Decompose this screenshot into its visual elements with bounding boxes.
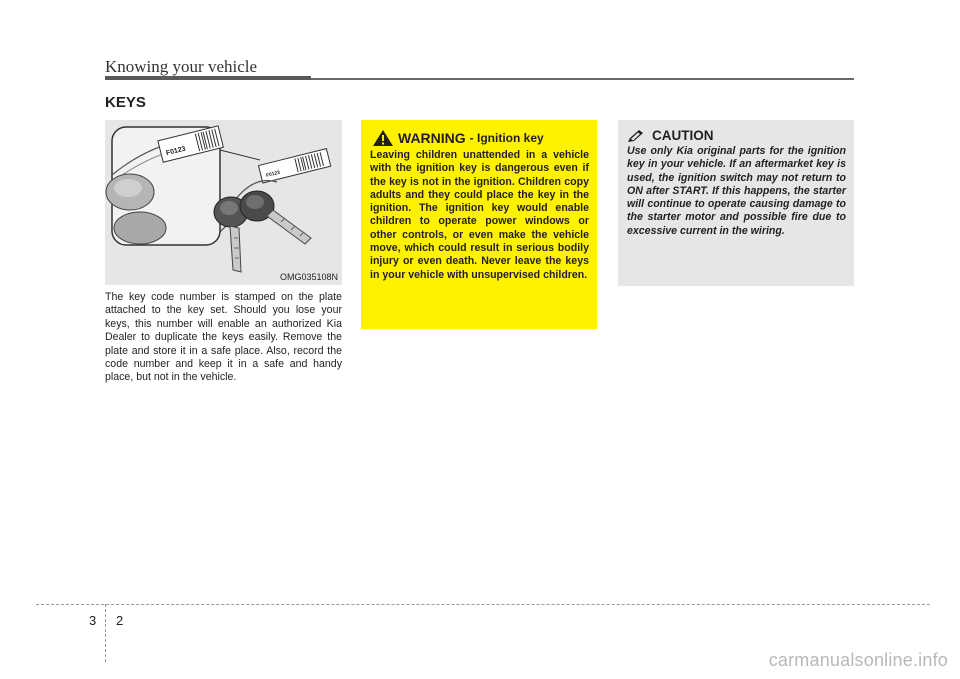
key-illustration-svg — [105, 120, 342, 285]
warning-header — [370, 129, 589, 147]
caution-box — [618, 120, 854, 286]
key-set-illustration — [105, 120, 342, 285]
header-title: Knowing your vehicle — [105, 57, 258, 76]
figure-code: OMG035108N — [279, 272, 338, 282]
caution-header — [627, 128, 846, 143]
footer-divider-vertical — [105, 604, 106, 662]
inset-key-fob-2 — [114, 212, 166, 244]
inset-tag-code: F0123 — [165, 145, 187, 158]
main-key-tag — [258, 149, 330, 183]
warning-subtitle: - Ignition key — [469, 131, 544, 145]
caution-pencil-icon — [627, 129, 645, 143]
warning-triangle-icon — [372, 129, 394, 147]
page-number: 2 — [116, 613, 124, 628]
header-rule-thick — [105, 76, 311, 80]
footer-divider-horizontal — [36, 604, 930, 605]
warning-text: Leaving children unattended in a vehicle with the ignition key is dangerous even if the key is not in the ignition. Children copy adults and they could place the key in the ignition. The ignition key would enable children to operate power windows or other controls, or even make the vehicle move, which could result in serious bodily injury or even death. Never leave the keys in your vehicle with unsupervised children. — [370, 149, 589, 281]
caution-text: Use only Kia original parts for the ignition key in your vehicle. If an aftermarket key is used, the ignition switch may not return to ON after START. If this happens, the starter will continue to operate causing damage to the starter motor and possible fire due to excessive current in the wiring. — [627, 145, 846, 237]
key-code-paragraph: The key code number is stamped on the plate attached to the key set. Should you lose your keys, this number will enable an authorized Kia Dealer to duplicate the keys easily. Remove the plate and store it in a safe place. Also, record the code number and keep it in a safe and handy place, but not in the vehicle. — [105, 291, 342, 384]
main-tag-code: F0123 — [265, 169, 281, 179]
page-chapter-number: 3 — [89, 613, 97, 628]
warning-box — [361, 120, 597, 329]
warning-title: WARNING — [398, 130, 466, 146]
section-heading: KEYS — [105, 94, 146, 111]
watermark: carmanualsonline.info — [768, 650, 948, 670]
caution-title: CAUTION — [652, 128, 714, 143]
header-rule-thin — [311, 78, 854, 80]
inset-connector-top — [220, 150, 260, 160]
main-key-2 — [240, 191, 311, 244]
